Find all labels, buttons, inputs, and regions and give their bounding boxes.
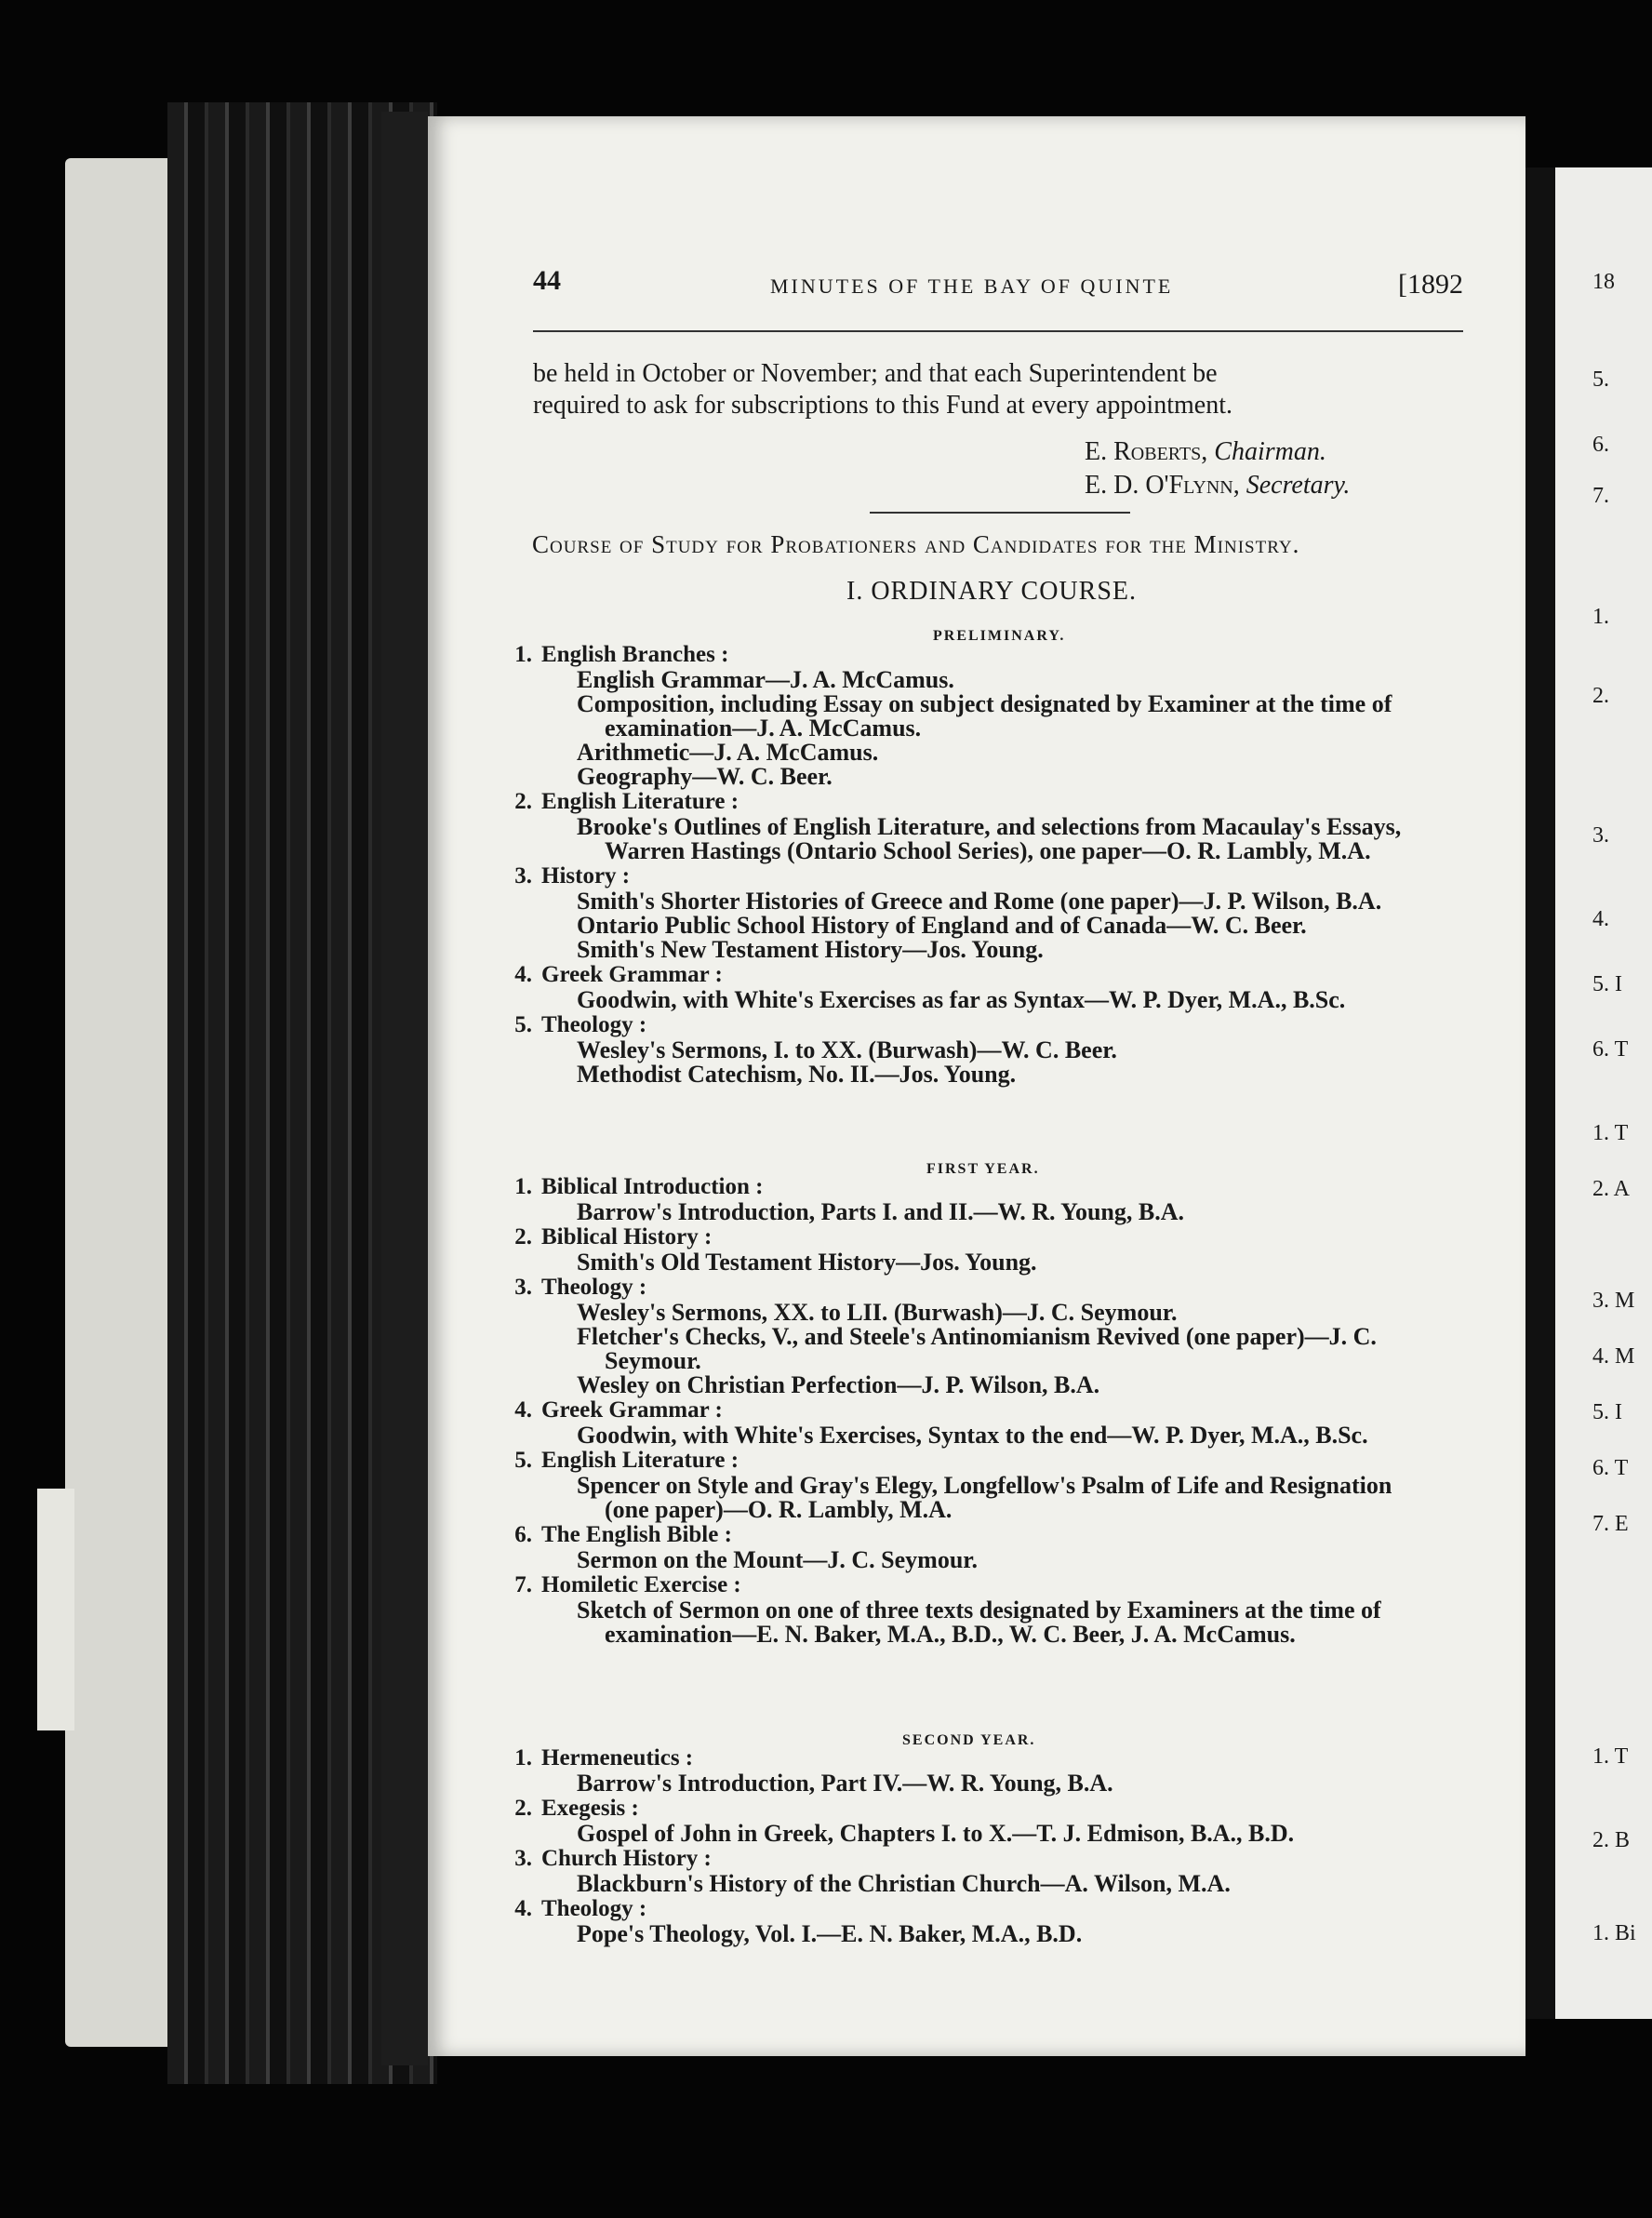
course-item [502,1896,1470,1946]
subject-title: Greek Grammar : [541,1397,723,1423]
facing-margin-number: 3. M [1592,1289,1635,1313]
facing-margin-number: 1. T [1592,1744,1629,1769]
item-number: 7. [514,1572,532,1597]
course-reading: Wesley's Sermons, XX. to LII. (Burwash)—J. C. Seymour. [577,1299,1178,1326]
course-item [502,1846,1470,1896]
course-reading: Smith's New Testament History—Jos. Young. [577,936,1044,963]
course-subject [502,863,1470,889]
subject-title: English Literature : [541,1448,739,1473]
course-item [502,1572,1470,1647]
course-reading: Goodwin, with White's Exercises as far as Syntax—W. P. Dyer, M.A., B.Sc. [577,986,1346,1013]
course-subject [502,1745,1470,1771]
course-subject [502,1174,1470,1200]
course-reading: Warren Hastings (Ontario School Series), one paper—O. R. Lambly, M.A. [605,837,1371,864]
course-reading: (one paper)—O. R. Lambly, M.A. [605,1496,953,1523]
item-number: 1. [514,1745,532,1770]
item-number: 4. [514,962,532,987]
course-reading: Pope's Theology, Vol. I.—E. N. Baker, M.A., B.D. [577,1920,1083,1947]
course-item [502,1522,1470,1572]
course-subject [502,1846,1470,1872]
item-number: 4. [514,1896,532,1921]
subject-title: English Literature : [541,789,739,814]
course-reading: examination—E. N. Baker, M.A., B.D., W. C. Beer, J. A. McCamus. [605,1621,1296,1648]
facing-margin-number: 6. T [1592,1456,1629,1480]
section-title: I. ORDINARY COURSE. [846,577,1137,606]
chairman-role: Chairman. [1214,437,1326,466]
preliminary-list [502,642,1470,1087]
course-reading: Geography—W. C. Beer. [577,763,833,790]
header-rule [533,330,1463,332]
subject-title: Homiletic Exercise : [541,1572,741,1597]
course-reading: examination—J. A. McCamus. [605,715,922,742]
course-reading: Wesley's Sermons, I. to XX. (Burwash)—W. C. Beer. [577,1036,1117,1063]
subject-title: Theology : [541,1012,647,1037]
course-item [502,1012,1470,1087]
page-number: 44 [533,265,561,296]
course-subject [502,1522,1470,1548]
course-subject [502,1224,1470,1250]
course-reading: Spencer on Style and Gray's Elegy, Longfellow's Psalm of Life and Resignation [577,1472,1392,1499]
course-item [502,1745,1470,1796]
course-item [502,1224,1470,1275]
course-reading: Smith's Old Testament History—Jos. Young. [577,1249,1037,1276]
course-subject [502,1896,1470,1922]
course-item [502,863,1470,962]
continuation-line: required to ask for subscriptions to this Fund at every appointment. [533,391,1232,420]
course-item [502,962,1470,1012]
course-reading: Wesley on Christian Perfection—J. P. Wilson, B.A. [577,1371,1100,1398]
subject-title: Biblical History : [541,1224,713,1249]
course-subject [502,962,1470,988]
course-reading: Gospel of John in Greek, Chapters I. to X.—T. J. Edmison, B.A., B.D. [577,1820,1295,1847]
course-subject [502,1275,1470,1301]
course-subject [502,1796,1470,1822]
course-reading: Seymour. [605,1347,701,1374]
course-subject [502,789,1470,815]
secretary-name: E. D. O'Flynn, [1085,471,1240,500]
second-year-heading: SECOND YEAR. [902,1732,1036,1748]
section-rule [870,512,1130,514]
continuation-text [533,358,1232,421]
facing-margin-number: 6. T [1592,1037,1629,1062]
course-reading: Ontario Public School History of England and of Canada—W. C. Beer. [577,912,1307,939]
second-year-list [502,1745,1470,1946]
course-item [502,1397,1470,1448]
course-reading: English Grammar—J. A. McCamus. [577,666,954,693]
facing-margin-number: 4. M [1592,1344,1635,1369]
subject-title: Hermeneutics : [541,1745,694,1770]
item-number: 3. [514,863,532,889]
facing-margin-number: 7. [1592,484,1609,508]
course-reading: Methodist Catechism, No. II.—Jos. Young. [577,1061,1017,1088]
facing-margin-number: 6. [1592,433,1609,457]
facing-margin-number: 2. A [1592,1177,1631,1201]
subject-title: Biblical Introduction : [541,1174,764,1199]
page-title: MINUTES OF THE BAY OF QUINTE [770,274,1174,298]
course-item [502,1448,1470,1522]
course-item [502,1174,1470,1224]
subject-title: History : [541,863,631,889]
course-subject [502,1397,1470,1423]
item-number: 5. [514,1448,532,1473]
facing-margin-number: 1. Bi [1592,1921,1636,1945]
facing-margin-number: 5. I [1592,972,1622,996]
facing-margin-number: 3. [1592,823,1609,848]
course-title: Course of Study for Probationers and Candidates for the Ministry. [532,530,1300,558]
subject-title: Greek Grammar : [541,962,723,987]
chairman-signature [1085,437,1326,467]
course-reading: Composition, including Essay on subject designated by Examiner at the time of [577,690,1392,717]
preliminary-heading: PRELIMINARY. [933,628,1066,644]
subject-title: Church History : [541,1846,712,1871]
item-number: 3. [514,1846,532,1871]
course-reading: Brooke's Outlines of English Literature, and selections from Macaulay's Essays, [577,813,1402,840]
first-year-list [502,1174,1470,1647]
chairman-name: E. Roberts, [1085,437,1208,466]
subject-title: English Branches : [541,642,729,667]
course-reading: Sermon on the Mount—J. C. Seymour. [577,1546,978,1573]
torn-paper-edge [37,1489,74,1730]
first-year-heading: FIRST YEAR. [926,1161,1040,1177]
course-reading: Smith's Shorter Histories of Greece and Rome (one paper)—J. P. Wilson, B.A. [577,888,1382,915]
subject-title: Exegesis : [541,1796,639,1821]
continuation-line: be held in October or November; and that each Superintendent be [533,359,1218,388]
item-number: 4. [514,1397,532,1423]
item-number: 3. [514,1275,532,1300]
course-reading: Sketch of Sermon on one of three texts designated by Examiners at the time of [577,1597,1381,1623]
facing-margin-number: 5. I [1592,1400,1622,1424]
facing-margin-number: 4. [1592,907,1609,931]
course-reading: Goodwin, with White's Exercises, Syntax to the end—W. P. Dyer, M.A., B.Sc. [577,1422,1368,1449]
subject-title: The English Bible : [541,1522,732,1547]
page-year: [1892 [1398,269,1463,300]
item-number: 6. [514,1522,532,1547]
facing-margin-number: 18 [1592,270,1615,294]
course-reading: Blackburn's History of the Christian Church—A. Wilson, M.A. [577,1870,1231,1897]
course-reading: Arithmetic—J. A. McCamus. [577,739,879,766]
course-subject [502,1448,1470,1474]
course-subject [502,642,1470,668]
facing-margin-number: 1. [1592,605,1609,629]
course-subject [502,1012,1470,1038]
item-number: 2. [514,789,532,814]
course-item [502,1796,1470,1846]
item-number: 2. [514,1796,532,1821]
right-gutter [1525,167,1555,2019]
secretary-signature [1085,471,1350,501]
course-item [502,789,1470,863]
facing-margin-number: 2. [1592,684,1609,708]
subject-title: Theology : [541,1896,647,1921]
running-head [533,265,1463,312]
item-number: 1. [514,642,532,667]
secretary-role: Secretary. [1246,471,1351,500]
item-number: 5. [514,1012,532,1037]
facing-margin-number: 5. [1592,367,1609,392]
course-reading: Fletcher's Checks, V., and Steele's Antinomianism Revived (one paper)—J. C. [577,1323,1377,1350]
course-item [502,642,1470,789]
facing-margin-number: 7. E [1592,1512,1629,1536]
item-number: 2. [514,1224,532,1249]
subject-title: Theology : [541,1275,647,1300]
item-number: 1. [514,1174,532,1199]
course-subject [502,1572,1470,1598]
book-gutter [381,112,428,2065]
course-reading: Barrow's Introduction, Parts I. and II.—W. R. Young, B.A. [577,1198,1185,1225]
facing-margin-number: 2. B [1592,1828,1631,1852]
course-reading: Barrow's Introduction, Part IV.—W. R. Young, B.A. [577,1770,1113,1797]
course-item [502,1275,1470,1397]
facing-margin-number: 1. T [1592,1121,1629,1145]
